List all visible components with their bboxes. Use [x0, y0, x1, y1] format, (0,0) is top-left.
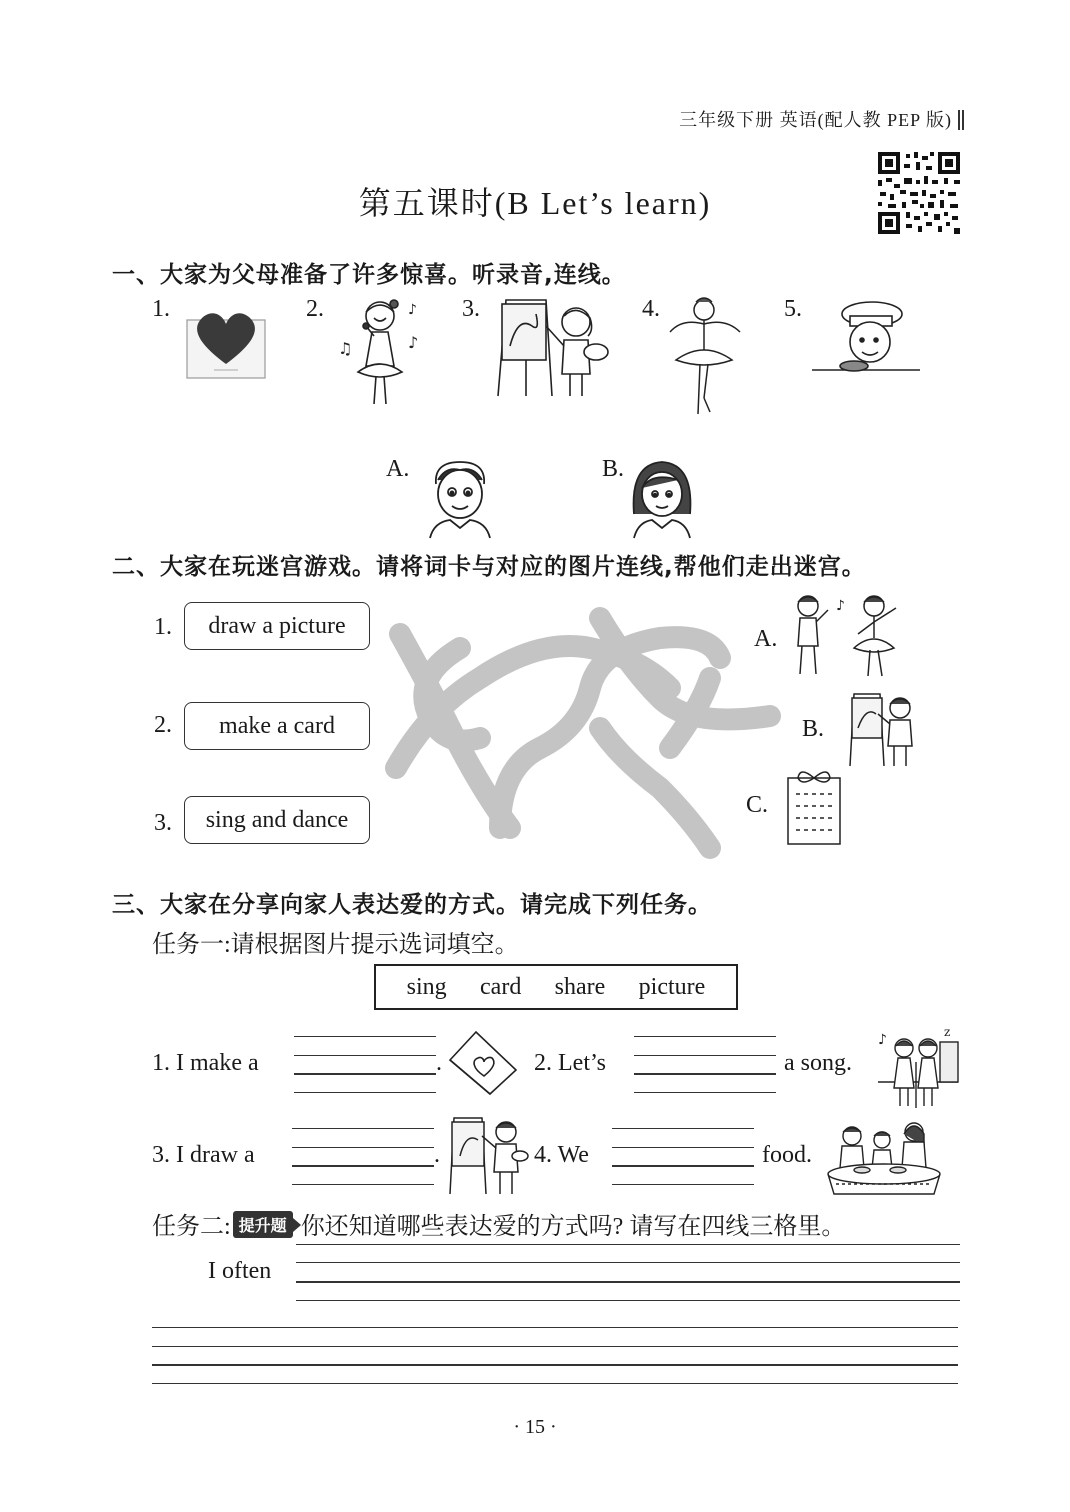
four-line-grid-baseline[interactable]: [296, 1281, 960, 1283]
page-number: · 15 ·: [513, 1416, 557, 1438]
item-number: 3.: [462, 296, 480, 322]
header-bar: [958, 110, 960, 130]
four-line-grid-line: [296, 1244, 960, 1245]
card-number: 1.: [154, 614, 172, 640]
sentence-3-end: .: [434, 1142, 440, 1168]
sentence-2-start: 2. Let’s: [534, 1050, 606, 1076]
four-line-grid-baseline[interactable]: [152, 1364, 958, 1366]
girl-painting-icon: [492, 296, 610, 400]
four-line-grid-line: [296, 1262, 960, 1263]
girls-singing-icon: [874, 1022, 962, 1110]
sentence-4-end: food.: [762, 1142, 812, 1168]
svg-text:♪: ♪: [836, 598, 845, 614]
four-line-grid-line: [152, 1327, 958, 1328]
girl-ballet-icon: [664, 294, 744, 418]
answer-blank-1[interactable]: [294, 1073, 436, 1075]
item-number: 2.: [306, 296, 324, 322]
picture-letter: B.: [802, 716, 825, 742]
writing-line: [634, 1055, 776, 1056]
section2-title: 二、大家在玩迷宫游戏。请将词卡与对应的图片连线,帮他们走出迷宫。: [112, 554, 866, 580]
kids-sing-dance-icon: [788, 590, 910, 680]
mother-icon: [628, 458, 696, 538]
task2-label-suffix: 你还知道哪些表达爱的方式吗? 请写在四线三格里。: [300, 1214, 846, 1240]
target-letter: B.: [602, 456, 625, 482]
task2-label-prefix: 任务二:: [152, 1214, 231, 1240]
four-line-grid-line: [152, 1346, 958, 1347]
four-line-grid-line: [296, 1300, 960, 1301]
task1-label: 任务一:请根据图片提示选词填空。: [152, 932, 519, 958]
maze-paths: [370, 588, 790, 858]
four-line-grid-line: [152, 1383, 958, 1384]
svg-text:z: z: [944, 1025, 951, 1039]
heart-card-icon: [186, 306, 268, 380]
answer-blank-4[interactable]: [612, 1165, 754, 1167]
girl-singing-icon: [336, 296, 420, 410]
sentence-2-end: a song.: [784, 1050, 852, 1076]
sentence-3-start: 3. I draw a: [152, 1142, 255, 1168]
writing-line: [294, 1092, 436, 1093]
word-bank-item: picture: [638, 973, 706, 1000]
svg-text:♫: ♫: [338, 339, 353, 358]
word-bank: [374, 964, 738, 1010]
writing-line: [294, 1036, 436, 1037]
writing-line: [294, 1055, 436, 1056]
writing-line: [292, 1147, 434, 1148]
word-card-sing-and-dance[interactable]: sing and dance: [184, 796, 370, 844]
section3-title: 三、大家在分享向家人表达爱的方式。请完成下列任务。: [112, 892, 712, 918]
writing-line: [634, 1092, 776, 1093]
writing-line: [612, 1184, 754, 1185]
advanced-badge: 提升题: [233, 1211, 293, 1238]
task2-prompt: I often: [208, 1258, 272, 1284]
item-number: 4.: [642, 296, 660, 322]
sentence-4-start: 4. We: [534, 1142, 589, 1168]
svg-text:♪: ♪: [878, 1032, 887, 1048]
card-with-bow-icon: [784, 766, 844, 846]
writing-line: [612, 1128, 754, 1129]
picture-letter: A.: [754, 626, 778, 652]
writing-line: [292, 1128, 434, 1129]
picture-letter: C.: [746, 792, 769, 818]
answer-blank-3[interactable]: [292, 1165, 434, 1167]
section1-title: 一、大家为父母准备了许多惊喜。听录音,连线。: [112, 262, 626, 288]
item-number: 5.: [784, 296, 802, 322]
writing-line: [634, 1036, 776, 1037]
target-letter: A.: [386, 456, 410, 482]
heart-card-icon: [446, 1030, 520, 1096]
task2-label: [152, 1206, 845, 1241]
card-number: 2.: [154, 712, 172, 738]
writing-line: [292, 1184, 434, 1185]
boy-cooking-icon: [812, 300, 922, 380]
girl-painting-icon: [446, 1114, 528, 1196]
running-header-text: 三年级下册 英语(配人教 PEP 版): [679, 110, 952, 130]
sentence-1-start: 1. I make a: [152, 1050, 259, 1076]
word-bank-item: card: [480, 973, 522, 1000]
answer-blank-2[interactable]: [634, 1073, 776, 1075]
card-number: 3.: [154, 810, 172, 836]
svg-text:♪: ♪: [408, 302, 417, 318]
item-number: 1.: [152, 296, 170, 322]
word-bank-item: sing: [406, 973, 447, 1000]
sentence-1-end: .: [436, 1050, 442, 1076]
kid-drawing-icon: [846, 690, 918, 768]
word-card-make-a-card[interactable]: make a card: [184, 702, 370, 750]
family-sharing-food-icon: [826, 1118, 944, 1198]
writing-line: [612, 1147, 754, 1148]
word-card-draw-a-picture[interactable]: draw a picture: [184, 602, 370, 650]
father-icon: [426, 458, 494, 538]
running-header: [679, 106, 960, 132]
word-bank-item: share: [554, 973, 606, 1000]
lesson-title: 第五课时(B Let’s learn): [358, 185, 712, 221]
svg-text:♪: ♪: [408, 333, 419, 352]
